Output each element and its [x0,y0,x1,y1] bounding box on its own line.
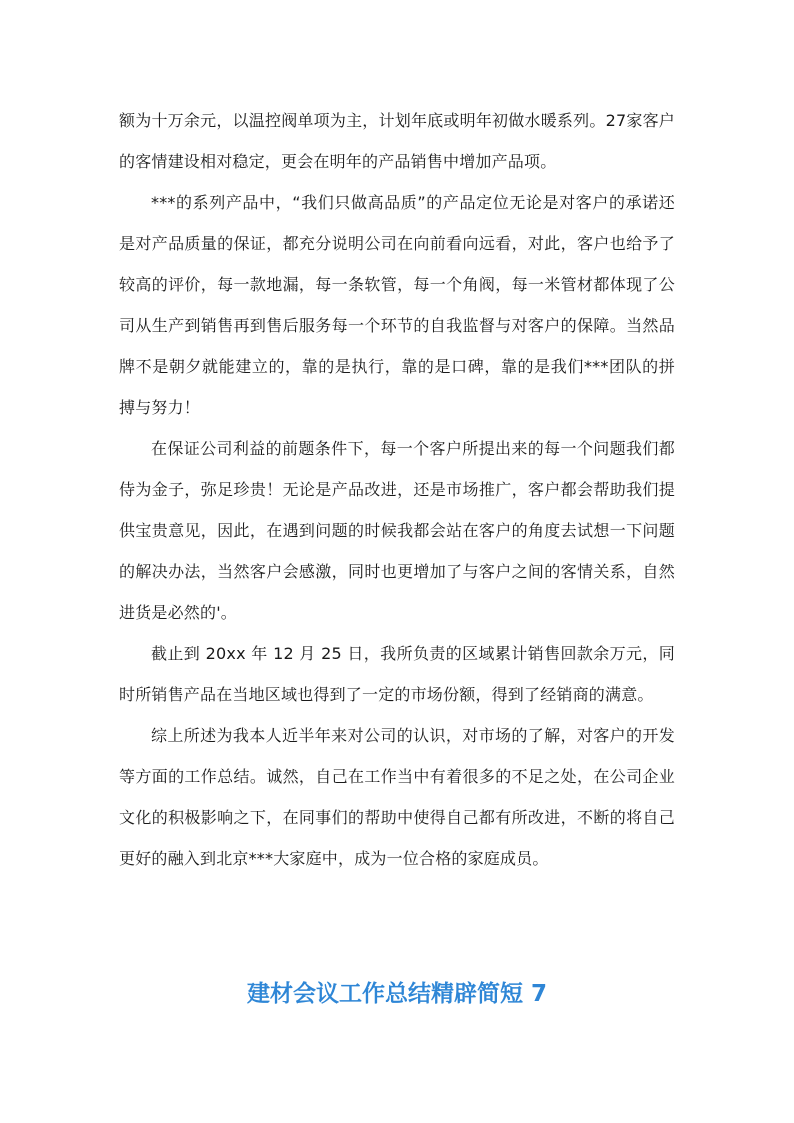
paragraph-4: 截止到 20xx 年 12 月 25 日，我所负责的区域累计销售回款余万元，同时所销售产品在当地区域也得到了一定的市场份额，得到了经销商的满意。 [119,644,675,704]
paragraph-5: 综上所述为我本人近半年来对公司的认识，对市场的了解，对客户的开发等方面的工作总结。诚然，自己在工作当中有着很多的不足之处，在公司企业文化的积极影响之下，在同事们的帮助中使得自己都有所改进，不断的将自己更好的融入到北京***大家庭中，成为一位合格的家庭成员。 [119,726,675,868]
document-body [119,100,675,879]
paragraph-3: 在保证公司利益的前题条件下，每一个客户所提出来的每一个问题我们都侍为金子，弥足珍贵！无论是产品改进，还是市场推广，客户都会帮助我们提供宝贵意见，因此，在遇到问题的时候我都会站在客户的角度去试想一下问题的解决办法，当然客户会感激，同时也更增加了与客户之间的客情关系，自然进货是必然的'。 [119,439,675,622]
paragraph-1: 额为十万余元，以温控阀单项为主，计划年底或明年初做水暖系列。27家客户的客情建设相对稳定，更会在明年的产品销售中增加产品项。 [119,111,675,171]
paragraph-2: ***的系列产品中，“我们只做高品质”的产品定位无论是对客户的承诺还是对产品质量的保证，都充分说明公司在向前看向远看，对此，客户也给予了较高的评价，每一款地漏，每一条软管，每一个角阀，每一米管材都体现了公司从生产到销售再到售后服务每一个环节的自我监督与对客户的保障。当然品牌不是朝夕就能建立的，靠的是执行，靠的是口碑，靠的是我们***团队的拼搏与努力！ [119,193,675,417]
section-heading: 建材会议工作总结精辟简短 7 [246,981,547,1007]
